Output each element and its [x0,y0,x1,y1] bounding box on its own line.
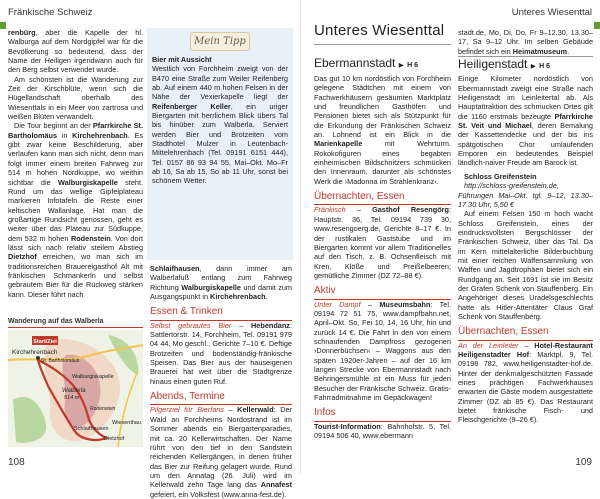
body-paragraph: Am schönsten ist die Wanderung zur Zeit der Kirschblüte, wenn sich die Hügellandschaft oberhalb des Wiesenttals in ein Meer von zartrosa und weißen Blüten verwandelt. [8,74,143,122]
map-caption: Wanderung auf das Walberla [8,318,143,328]
body-paragraph: Die Tour beginnt an der Pfarrkirche St. Bartholomäus in Kirchehrenbach. Es gibt zwar keine Beschilderung, aber verlaufen kann man sich nicht, denn man folgt immer einem breiten Fahrweg zur 514 m hohen Nordkuppe, wo weithin sichtbar die Walburgiskapelle steht. Rund um das wellige Gipfelplateau markieren Infotafeln die Reste einer keltischen Wallanlage. Hat man die großartige Rundsicht genossen, geht es weiter über das Plateau zur Südkuppe, dem 532 m hohen Rodenstein. Von dort lässt sich nach relativ steilem Abstieg Dietzhof erreichen, wo man sich im traditionsreichen Brauereigasthof Alt mit fränkischen Schmankerln und selbst gebrautem Bier für die Rückweg stärken kann. Dieser führt nach [8,121,144,299]
listing-paragraph: Selbst gebrautes Bier – Hebendanz: Sattlertorstr. 14, Forchheim, Tel. 09191 979 04 44, Mo geschl., Gerichte 7–10 €. Deftige Brotzeiten und bodenständig-fränkische Speisen. Das Bier aus der hauseigenen Brauerei hat weit über die Stadtgrenze hinaus einen guten Ruf. [150,320,292,386]
map-label-town: Kirchehrenbach [12,349,58,356]
map-label-start: Start/Ziel [33,339,57,345]
section-heading-abends: Abends, Termine [150,391,225,403]
map-label-church: St. Bartholomäus [41,358,80,364]
section-heading-infos: Infos [314,407,336,419]
schloss-text: Auf einem Felsen 150 m hoch wacht Schloss Greifenstein, eines der eindrucksvollsten Bergschlösser der Fränkischen Schweiz, über das Tal. Da im Kern mittelalterliche Bilderbuchburg mit einer reichen Waffensammlung von Waffen und Jagdtrophäen bietet sich ein Rundgang an. Seit 1691 ist sie im Besitz der Grafen Schenk von Stauffenberg. Ein Angehöriger dieses Uradelsgeschlechts hatte als Hitler-Attentäter Claus Graf Schenk von Stauffenberg. [458,209,593,321]
tip-title: Mein Tipp [190,32,250,51]
running-head-right: Unteres Wiesenttal [511,7,592,18]
hiking-map [8,330,143,447]
title-rule [314,44,451,45]
section-heading-ubernachten-right: Übernachten, Essen [458,326,549,338]
chapter-title: Unteres Wiesenttal [314,22,445,39]
section-marker-right [594,22,600,29]
map-label-schlaifhausen: Schlaifhausen [74,426,109,432]
section-marker-left [0,22,6,29]
page-number-left: 108 [8,457,25,468]
tip-text: Westlich von Forchheim zweigt von der B470 eine Straße zum Weiler Reifenberg ab. Auf einem 440 m hohen Felsen in der Nähe der Vexierkapelle liegt der Reifenberger Keller, ein uriger Biergarten mit herrlichem Blick übers Tal bis hinüber zum Walberla. Serviert werden Bier und Brotzeiten vom Stadthotel Mulzer in Leutenbach-Mittelehrenbach (Tel. 09191 6151 444), Tel. 0157 86 93 94 55, Mai–Okt. Mo–Fr ab 16, Sa ab 15, So ab 11 Uhr, sonst bei schönem Wetter. [152,64,288,186]
section-heading-aktiv: Aktiv [314,285,336,297]
ebermannstadt-title: Ebermannstadt ▶ H 6 [314,56,418,70]
tip-heading: Bier mit Aussicht [152,55,212,64]
body-paragraph: stadt.de, Mo, Di, Do, Fr 9–12.30, 13.30–17, Sa 9–12 Uhr. Im selben Gebäude befindet sich ein Heimatmuseum. [458,28,593,56]
section-heading-ubernachten: Übernachten, Essen [314,191,405,203]
location-arrow-icon: ▶ [398,62,404,69]
church-marker [36,356,40,360]
page-number-right: 109 [575,457,592,468]
listing-paragraph: Fränkisch – Gasthof Resengörg: Hauptstr. 36, Tel. 09194 739 30, www.resengoerg.de, Gerichte 8–17 €. In der rustikalen Gaststube und im Biergarten kommt vor allem Traditionelles auf den Tisch, z. B. Ochsenfleisch mit Kren, Klöße und Preißelbeeren; gemütliche Zimmer (DZ 72–88 €). [314,205,451,280]
map-label-walberla: Walberla [62,388,86,394]
right-column-1 [314,74,451,440]
body-paragraph: Einige Kilometer nordöstlich von Ebermannstadt zweigt eine Straße nach Heiligenstadt im Leinleitertal ab. Als Hauptattraktion des schmucken Ortes gilt die 1160 erstmals bezeugte Pfarrkirche St. Veit und Michael, deren Bemalung der Kassettendecke und der bis ins spätgotischen Chor umlaufenden Emporen ein bedeutendes Beispiel ländlich-naiver Freude am Barock ist. [458,74,593,168]
map-label-dietzhof: Dietzhof [104,436,125,442]
right-column-2 [458,28,593,425]
body-paragraph: Schlaifhausen, dann immer am Walberlafuß entlang zum Fahrweg Richtung Walburgiskapelle und damit zum Ausgangspunkt in Kirchehrenbach. [150,264,293,302]
left-column-2 [150,264,293,499]
listing-paragraph: Pilgerziel für Bierfans – Kellerwald: Der Wald an Forchheims Nordostrand ist im Sommer abends ein Biergartenparadies, mit ca. 20 Kellerwirtschaften. Der Name rührt von den tief in den Sandstein reichenden Kellergängen, in denen früher das Bier zur Reifung gelagert wurde. Rund um den Annatag (26. Juli) wird im Kellerwald zehn Tage lang das Annafest gefeiert, ein Volksfest (www.anna-fest.de). [150,405,293,499]
schloss-heading: Schloss Greifenstein [464,171,537,181]
body-paragraph: renbürg, aber die Kapelle der hl. Walburga auf dem Nordgipfel war für die Bevölkerung so bedeutend, dass der Name der Heiligen irgendwann auch für den Berg selbst verwendet wurde. [8,28,143,75]
map-label-chapel: Walburgiskapelle [72,374,114,380]
listing-paragraph: An der Leinleiter – Hotel-Restaurant Heiligenstadter Hof: Marktpl. 9, Tel. 09198 782, www.heiligenstadter-hof.de. Hinter der denkmalgeschützten Fassade eines prächtigen Fachwerkhauses erwarten die Gäste modern ausgestattete Zimmer (DZ ab 85 €). Das Restaurant bietet fränkische Fisch- und Fleischgerichte (9–26 €). [458,340,593,425]
body-paragraph: Das gut 10 km nordöstlich von Forchheim gelegene Städtchen mit einem von Fachwerkhäusern gesäumten Marktplatz und freundlichen Gasthöfen und Pensionen bietet sich als Stützpunkt für die Erkundung der Fränkischen Schweiz an. Lohnend ist ein Blick in die Marienkapelle mit Wehrturm. Rokokofiguren eines begabten einheimischen Bildschnitzers schmücken den Innenraum, darunter als schönstes Werk die ›Madonna im Strahlenkranz‹. [314,74,451,186]
tip-box [147,28,293,260]
schloss-details: http://schloss-greifenstein.de, Führungen Mai–Okt. tgl. 9–12, 13.30–17.30 Uhr, 5,50 € [458,181,593,209]
map-label-walberla-height: 514 m [64,395,80,401]
section-heading-essen: Essen & Trinken [150,306,223,318]
map-label-wiesenthau: Wiesenthau [112,420,142,426]
listing-paragraph: Unter Dampf – Museumsbahn: Tel. 09194 72 51 75, www.dampfbahn.net, April–Okt. So, Fei 10, 14, 16 Uhr, hin und zurück 14 €. Die Fahrt in den von einem schnaufenden Dampfross gezogenen ›Donnerbüchsen‹ – Waggons aus den späten 1920er-Jahren – auf der 16 km langen Strecke von Ebermannstadt nach Behringersmühle ist ein Muss für jeden Besucher der Fränkische Schweiz. Gratis-Fahrradmitnahme im Gepäckwagen! [314,299,451,402]
left-column-1 [8,28,143,299]
listing-paragraph: Tourist-Information: Bahnhofstr. 5, Tel. 09194 506 40, www.ebermann [314,421,451,441]
location-arrow-icon: ▶ [530,63,536,71]
map-label-rodenstein: Rodenstein [90,406,116,412]
map-svg [8,330,143,447]
running-head-left: Fränkische Schweiz [8,7,93,18]
heiligenstadt-title: Heiligenstadt ▶ H 6 [458,57,550,72]
